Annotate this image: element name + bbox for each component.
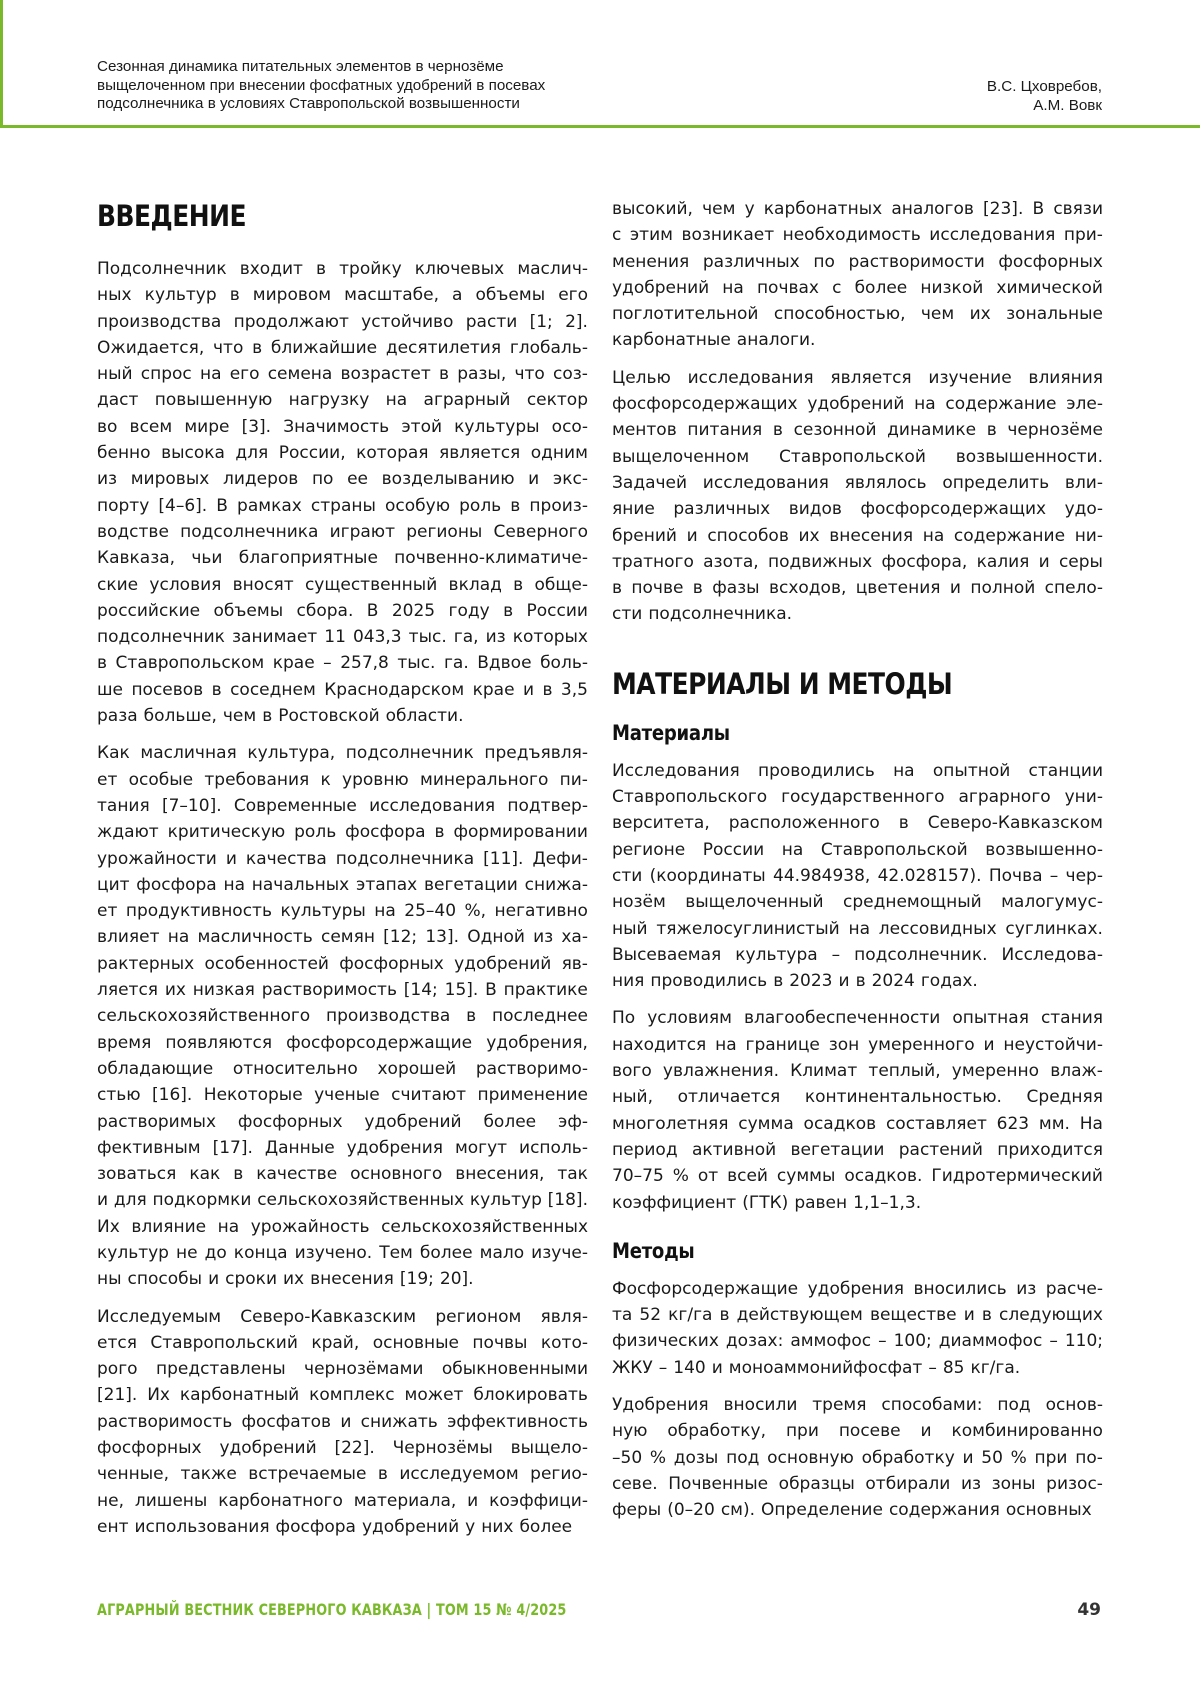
text-line: По условиям влагообеспеченности опытная стания [612, 1008, 1103, 1029]
right-column [612, 196, 1103, 1523]
running-title [97, 58, 657, 114]
text-line: Их влияние на урожайность сельскохозяйственных [97, 1216, 588, 1237]
text-line: коэффициент (ГТК) равен 1,1–1,3. [612, 1192, 922, 1213]
text-line: ный, отличается континентальностью. Средняя [612, 1087, 1103, 1108]
text-line: период активной вегетации растений приходится [612, 1139, 1103, 1160]
text-line: поглотительной способностью, чем их зональные [612, 304, 1103, 325]
text-line: даст повышенную нагрузку на аграрный сектор [97, 390, 588, 411]
text-line: Как масличная культура, подсолнечник предъявля- [97, 743, 588, 764]
text-line: феры (0–20 см). Определение содержания основных [612, 1500, 1092, 1521]
text-line: ных культур в мировом масштабе, а объемы его [97, 285, 588, 306]
paragraph [612, 1392, 1103, 1523]
text-line: менения различных по растворимости фосфорных [612, 251, 1103, 272]
text-line: бенно высока для России, которая является одним [97, 443, 588, 464]
text-line: растворимость фосфатов и снижать эффективность [97, 1411, 588, 1432]
text-line: ны способы и сроки их внесения [19; 20]. [97, 1269, 474, 1290]
text-line: не, лишены карбонатного материала, и коэффици- [97, 1490, 588, 1511]
section-heading-materials-methods: МАТЕРИАЛЫ И МЕТОДЫ [612, 666, 953, 701]
text-line: урожайности и качества подсолнечника [11]. Дефи- [97, 848, 588, 869]
paragraph [612, 1276, 1103, 1381]
text-line: растворимых фосфорных удобрений более эф- [97, 1111, 588, 1132]
text-line: Подсолнечник входит в тройку ключевых маслич- [97, 259, 588, 279]
text-line: ный тяжелосуглинистый на лессовидных суглинках. [612, 918, 1103, 939]
text-line: ния проводились в 2023 и в 2024 годах. [612, 971, 978, 992]
text-line: порту [4–6]. В рамках страны особую роль в произ- [97, 495, 588, 516]
text-line: Исследования проводились на опытной станции [612, 760, 1103, 781]
text-line: ет особые требования к уровню минерального пи- [97, 769, 588, 790]
text-line: в почве в фазы всходов, цветения и полной спело- [612, 578, 1103, 599]
text-line: в Ставропольском крае – 257,8 тыс. га. Вдвое боль- [97, 653, 588, 674]
text-line: ент использования фосфора удобрений у них более [97, 1516, 573, 1537]
text-line: Удобрения вносили тремя способами: под основ- [612, 1394, 1103, 1415]
text-line: ЖКУ – 140 и моноаммонийфосфат – 85 кг/га. [612, 1357, 1021, 1378]
page-number: 49 [1077, 1600, 1101, 1620]
paragraph [612, 1005, 1103, 1215]
running-title-line: выщелоченном при внесении фосфатных удобрений в посевах [97, 76, 546, 94]
text-line: подсолнечник занимает 11 043,3 тыс. га, из которых [97, 627, 588, 648]
text-line: сельскохозяйственного производства в последнее [97, 1006, 588, 1027]
paragraph [612, 196, 1103, 354]
header-divider [0, 125, 1200, 128]
text-line: верситета, расположенного в Северо-Кавказском [612, 813, 1103, 834]
text-line: вого увлажнения. Климат теплый, умеренно влаж- [612, 1061, 1103, 1082]
text-line: –50 % дозы под основную обработку и 50 % при по- [612, 1447, 1103, 1468]
text-line: ляется их низкая растворимость [14; 15]. В практике [97, 980, 588, 1001]
running-title-line: подсолнечника в условиях Ставропольской возвышенности [97, 95, 520, 112]
text-line: регионе России на Ставропольской возвышенно- [612, 839, 1103, 860]
paragraph [97, 1304, 588, 1541]
text-line: карбонатные аналоги. [612, 330, 816, 351]
text-line: рактерных особенностей фосфорных удобрений яв- [97, 953, 588, 974]
text-line: ную обработку, при посеве и комбинированно [612, 1421, 1103, 1442]
text-line: фосфорсодержащих удобрений на содержание эле- [612, 394, 1103, 415]
text-line: 70–75 % от всей суммы осадков. Гидротермический [612, 1166, 1103, 1187]
text-line: Целью исследования является изучение влияния [612, 367, 1103, 388]
text-line: с этим возникает необходимость исследования при- [612, 225, 1103, 246]
text-line: нозём выщелоченный среднемощный малогумус- [612, 892, 1103, 913]
text-line: раза больше, чем в Ростовской области. [97, 706, 464, 727]
text-line: Исследуемым Северо-Кавказским регионом явля- [97, 1306, 588, 1327]
text-line: ет продуктивность культуры на 25–40 %, негативно [97, 901, 588, 922]
text-line: Высеваемая культура – подсолнечник. Исследова- [612, 944, 1103, 965]
text-line: Ожидается, что в ближайшие десятилетия глобаль- [97, 337, 588, 358]
text-line: многолетняя сумма осадков составляет 623 мм. На [612, 1113, 1103, 1134]
text-line: цит фосфора на начальных этапах вегетации снижа- [97, 874, 588, 895]
text-line: зоваться как в качестве основного внесения, так [97, 1164, 588, 1185]
paragraph [97, 740, 588, 1292]
text-line: ше посевов в соседнем Краснодарском крае и в 3,5 [97, 679, 588, 700]
text-line: ется Ставропольский край, основные почвы кото- [97, 1332, 588, 1353]
author-line: А.М. Вовк [1033, 96, 1102, 114]
text-line: российские объемы сбора. В 2025 году в России [97, 600, 588, 621]
text-line: сти (координаты 44.984938, 42.028157). Почва – чер- [612, 865, 1103, 886]
subsection-heading-methods: Методы [612, 1238, 695, 1263]
text-line: физических дозах: аммофос – 100; диаммофос – 110; [612, 1331, 1103, 1352]
text-line: фосфорных удобрений [22]. Чернозёмы выщело- [97, 1438, 588, 1459]
text-line: водстве подсолнечника играют регионы Северного [97, 521, 588, 542]
text-line: ские условия вносят существенный вклад в обще- [97, 574, 588, 595]
text-line: рого представлены чернозёмами обыкновенными [97, 1359, 588, 1380]
text-line: та 52 кг/га в действующем веществе и в следующих [612, 1305, 1103, 1326]
text-line: севе. Почвенные образцы отбирали из зоны ризос- [612, 1473, 1103, 1494]
text-line: и для подкормки сельскохозяйственных культур [18]. [97, 1190, 588, 1211]
text-line: тратного азота, подвижных фосфора, калия и серы [612, 551, 1103, 572]
text-line: тания [7–10]. Современные исследования подтвер- [97, 795, 588, 816]
author-line: В.С. Цховребов, [986, 78, 1102, 95]
text-line: яние различных видов фосфорсодержащих удо- [612, 499, 1103, 520]
text-line: обладающие относительно хорошей растворимо- [97, 1058, 588, 1079]
text-line: сти подсолнечника. [612, 604, 793, 625]
text-line: стью [16]. Некоторые ученые считают применение [97, 1085, 588, 1106]
journal-name: АГРАРНЫЙ ВЕСТНИК СЕВЕРНОГО КАВКАЗА | ТОМ 15 № 4/2025 [97, 1600, 567, 1619]
text-line: Кавказа, чьи благоприятные почвенно-климатиче- [97, 548, 588, 569]
text-line: влияет на масличность семян [12; 13]. Одной из ха- [97, 927, 588, 948]
header-accent-bar [0, 0, 3, 128]
text-line: время появляются фосфорсодержащие удобрения, [97, 1032, 588, 1053]
text-line: ченные, также встречаемые в исследуемом регио- [97, 1464, 588, 1485]
text-line: производства продолжают устойчиво расти [1; 2]. [97, 311, 588, 332]
paragraph [612, 365, 1103, 628]
text-line: выщелоченном Ставропольской возвышенности. [612, 446, 1103, 467]
text-line: ждают критическую роль фосфора в формировании [97, 822, 588, 843]
running-authors [987, 78, 1102, 115]
text-line: Фосфорсодержащие удобрения вносились из расче- [612, 1278, 1103, 1299]
text-line: брений и способов их внесения на содержание ни- [612, 525, 1103, 546]
paragraph [612, 758, 1103, 995]
subsection-heading-materials: Материалы [612, 720, 730, 745]
text-line: Ставропольского государственного аграрного уни- [612, 787, 1103, 808]
text-line: находится на границе зон умеренного и неустойчи- [612, 1034, 1103, 1055]
text-line: фективным [17]. Данные удобрения могут исполь- [97, 1137, 588, 1158]
text-line: во всем мире [3]. Значимость этой культуры осо- [97, 416, 588, 437]
text-line: Задачей исследования являлось определить вли- [612, 472, 1103, 493]
text-line: удобрений на почвах с более низкой химической [612, 277, 1103, 298]
text-line: ментов питания в сезонной динамике в чернозёме [612, 420, 1103, 441]
left-column [97, 196, 588, 1540]
text-line: ный спрос на его семена возрастет в разы, что соз- [97, 364, 588, 385]
text-line: высокий, чем у карбонатных аналогов [23]. В связи [612, 199, 1103, 219]
text-line: из мировых лидеров по ее возделыванию и экс- [97, 469, 588, 490]
section-heading-introduction: ВВЕДЕНИЕ [97, 199, 246, 233]
text-line: культур не до конца изучено. Тем более мало изуче- [97, 1242, 588, 1263]
text-line: [21]. Их карбонатный комплекс может блокировать [97, 1385, 588, 1406]
running-title-line: Сезонная динамика питательных элементов в чернозёме [97, 58, 504, 75]
paragraph [97, 256, 588, 729]
